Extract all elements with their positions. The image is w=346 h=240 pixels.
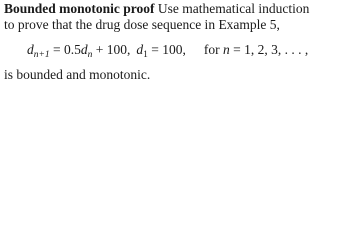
eq-plus-part: + 100, (92, 42, 131, 57)
eq-rhs-sub: n (87, 50, 93, 60)
exercise-closing: is bounded and monotonic. (4, 67, 151, 82)
eq-init-value: = 100, (147, 42, 186, 57)
exercise-intro-2: to prove that the drug dose sequence in Example 5, (4, 17, 280, 32)
eq-init-sub: 1 (143, 50, 148, 60)
eq-init-var: d (136, 42, 144, 57)
eq-rhs-coefficient: = 0.5 (49, 42, 81, 57)
exercise-intro-1: Use mathematical induction (157, 1, 310, 16)
eq-for-text: for (203, 42, 224, 57)
eq-lhs-sub: n+1 (33, 50, 50, 60)
eq-rhs-var: d (80, 42, 88, 57)
exercise-block (4, 1, 342, 33)
exercise-first-line (4, 1, 342, 17)
recurrence-equation (27, 42, 308, 58)
eq-range: = 1, 2, 3, . . . , (229, 42, 309, 57)
eq-n-var: n (223, 42, 230, 57)
eq-lhs-var: d (27, 42, 34, 57)
exercise-title: Bounded monotonic proof (4, 1, 155, 16)
